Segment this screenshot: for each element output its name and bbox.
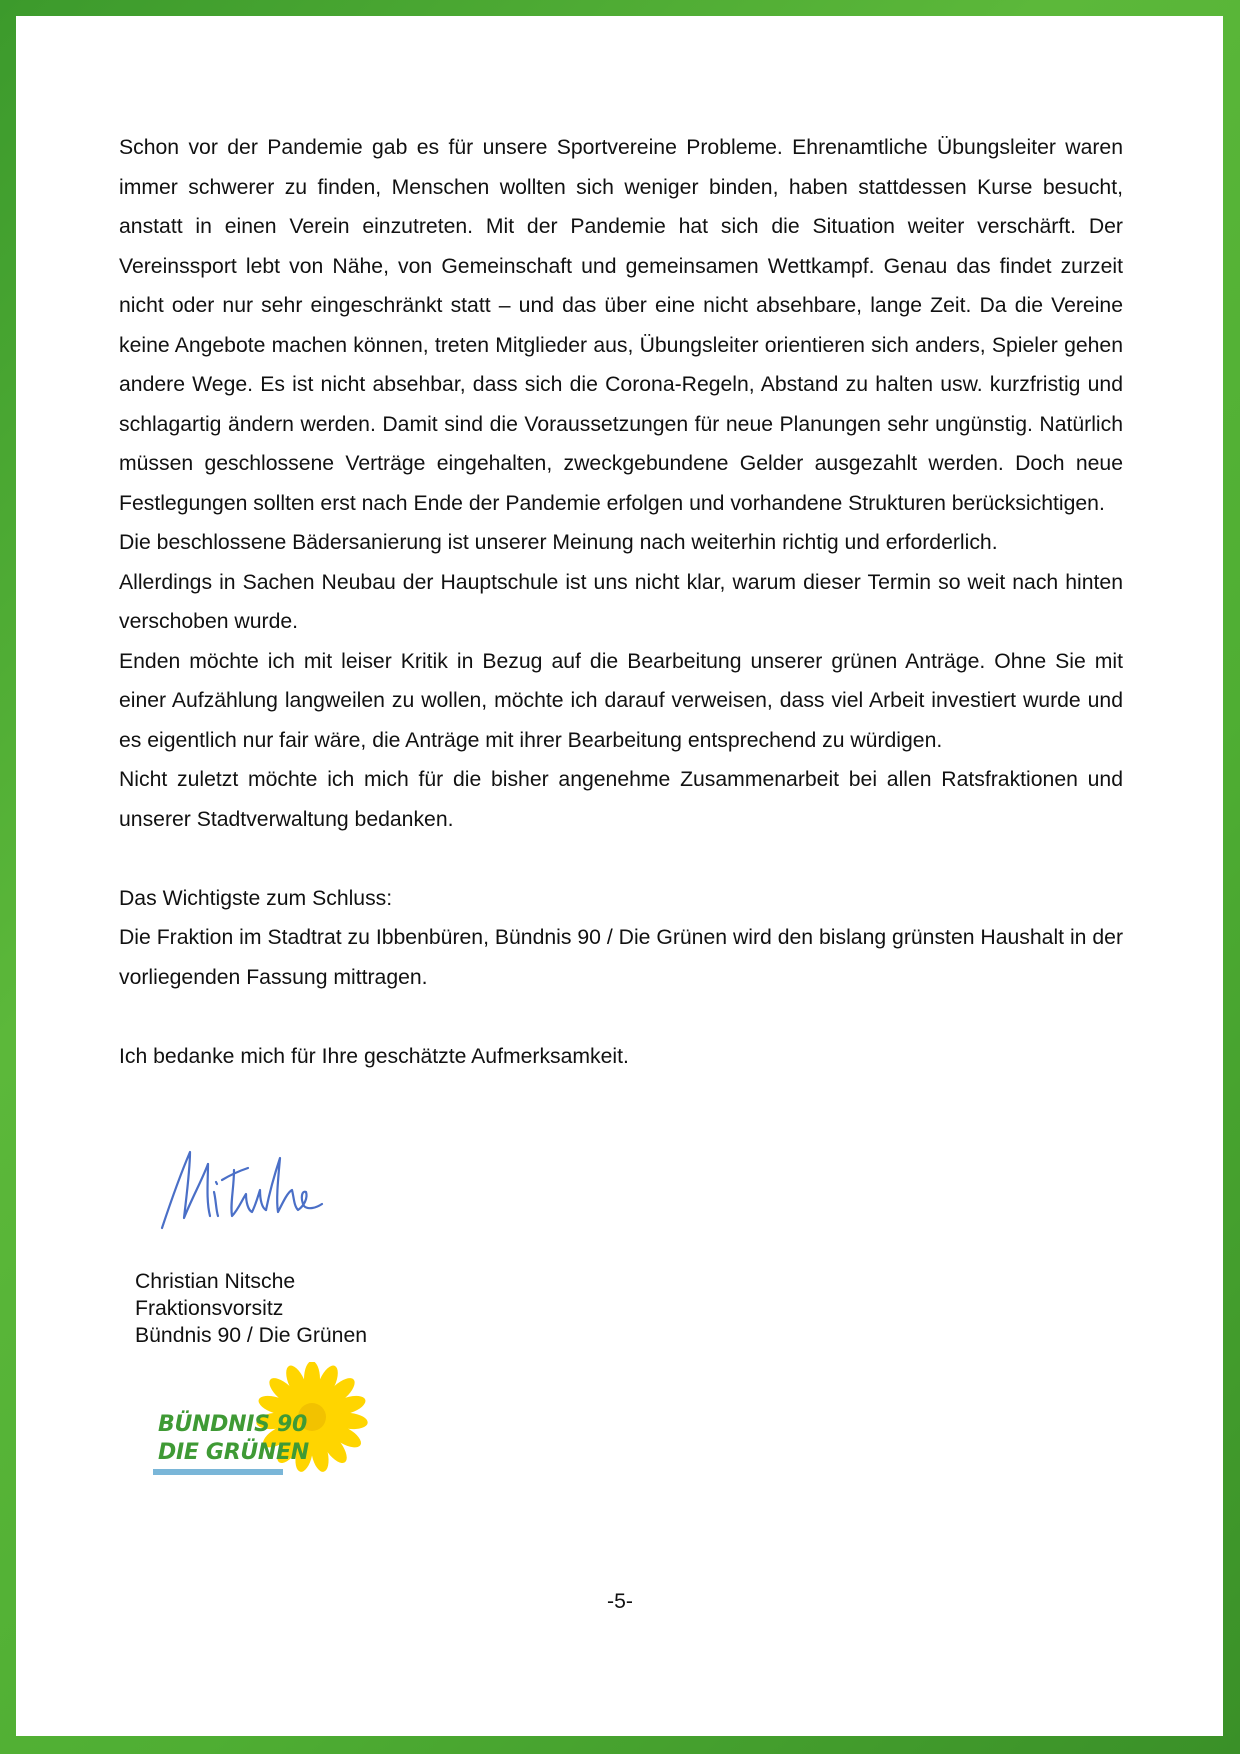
- signer-party: Bündnis 90 / Die Grünen: [135, 1324, 368, 1347]
- signer-name: Christian Nitsche: [135, 1270, 296, 1293]
- signer-block: [135, 1268, 367, 1349]
- paragraph-gratitude: Nicht zuletzt möchte ich mich für die bisher angenehme Zusammenarbeit bei allen Ratsfraktionen und unserer Stadtverwaltung bedanken.: [119, 768, 1123, 831]
- logo-bar: [153, 1469, 283, 1475]
- handwritten-signature: [150, 1140, 370, 1240]
- logo-text-buendnis: BÜNDNIS 90: [158, 1412, 308, 1437]
- paragraph-sports-clubs: Schon vor der Pandemie gab es für unsere Sportvereine Probleme. Ehrenamtliche Übungsleiter waren immer schwerer zu finden, Menschen wollten sich weniger binden, haben stattdessen Kurse besucht, anstatt in einen Verein einzutreten. Mit der Pandemie hat sich die Situation weiter verschärft. Der Vereinssport lebt von Nähe, von Gemeinschaft und gemeinsamen Wettkampf. Genau das findet zurzeit nicht oder nur sehr eingeschränkt statt – und das über eine nicht absehbare, lange Zeit. Da die Vereine keine Angebote machen können, treten Mitglieder aus, Übungsleiter orientieren sich anders, Spieler gehen andere Wege. Es ist nicht absehbar, dass sich die Corona-Regeln, Abstand zu halten usw. kurzfristig und schlagartig ändern werden. Damit sind die Voraussetzungen für neue Planungen sehr ungünstig. Natürlich müssen geschlossene Verträge eingehalten, zweckgebundene Gelder ausgezahlt werden. Doch neue Festlegungen sollten erst nach Ende der Pandemie erfolgen und vorhandene Strukturen berücksichtigen.: [119, 136, 1123, 515]
- closing-heading: Das Wichtigste zum Schluss:: [119, 886, 393, 910]
- closing-statement: Die Fraktion im Stadtrat zu Ibbenbüren, Bündnis 90 / Die Grünen wird den bislang grünsten Haushalt in der vorliegenden Fassung mittragen.: [119, 926, 1123, 989]
- party-logo: [148, 1362, 378, 1482]
- spacer: [119, 839, 1123, 879]
- thanks-line: Ich bedanke mich für Ihre geschätzte Aufmerksamkeit.: [119, 1044, 629, 1068]
- document-body: [119, 128, 1123, 1076]
- logo-text-gruenen: DIE GRÜNEN: [158, 1440, 309, 1465]
- page-number: -5-: [607, 1590, 633, 1613]
- paragraph-criticism: Enden möchte ich mit leiser Kritik in Bezug auf die Bearbeitung unserer grünen Anträge. Ohne Sie mit einer Aufzählung langweilen zu wollen, möchte ich darauf verweisen, dass viel Arbeit investiert wurde und es eigentlich nur fair wäre, die Anträge mit ihrer Bearbeitung entsprechend zu würdigen.: [119, 649, 1123, 752]
- paragraph-school-construction: Allerdings in Sachen Neubau der Hauptschule ist uns nicht klar, warum dieser Termin so weit nach hinten verschoben wurde.: [119, 570, 1123, 633]
- spacer: [119, 997, 1123, 1037]
- signer-role: Fraktionsvorsitz: [135, 1297, 284, 1320]
- paragraph-pool-renovation: Die beschlossene Bädersanierung ist unserer Meinung nach weiterhin richtig und erforderlich.: [119, 531, 998, 554]
